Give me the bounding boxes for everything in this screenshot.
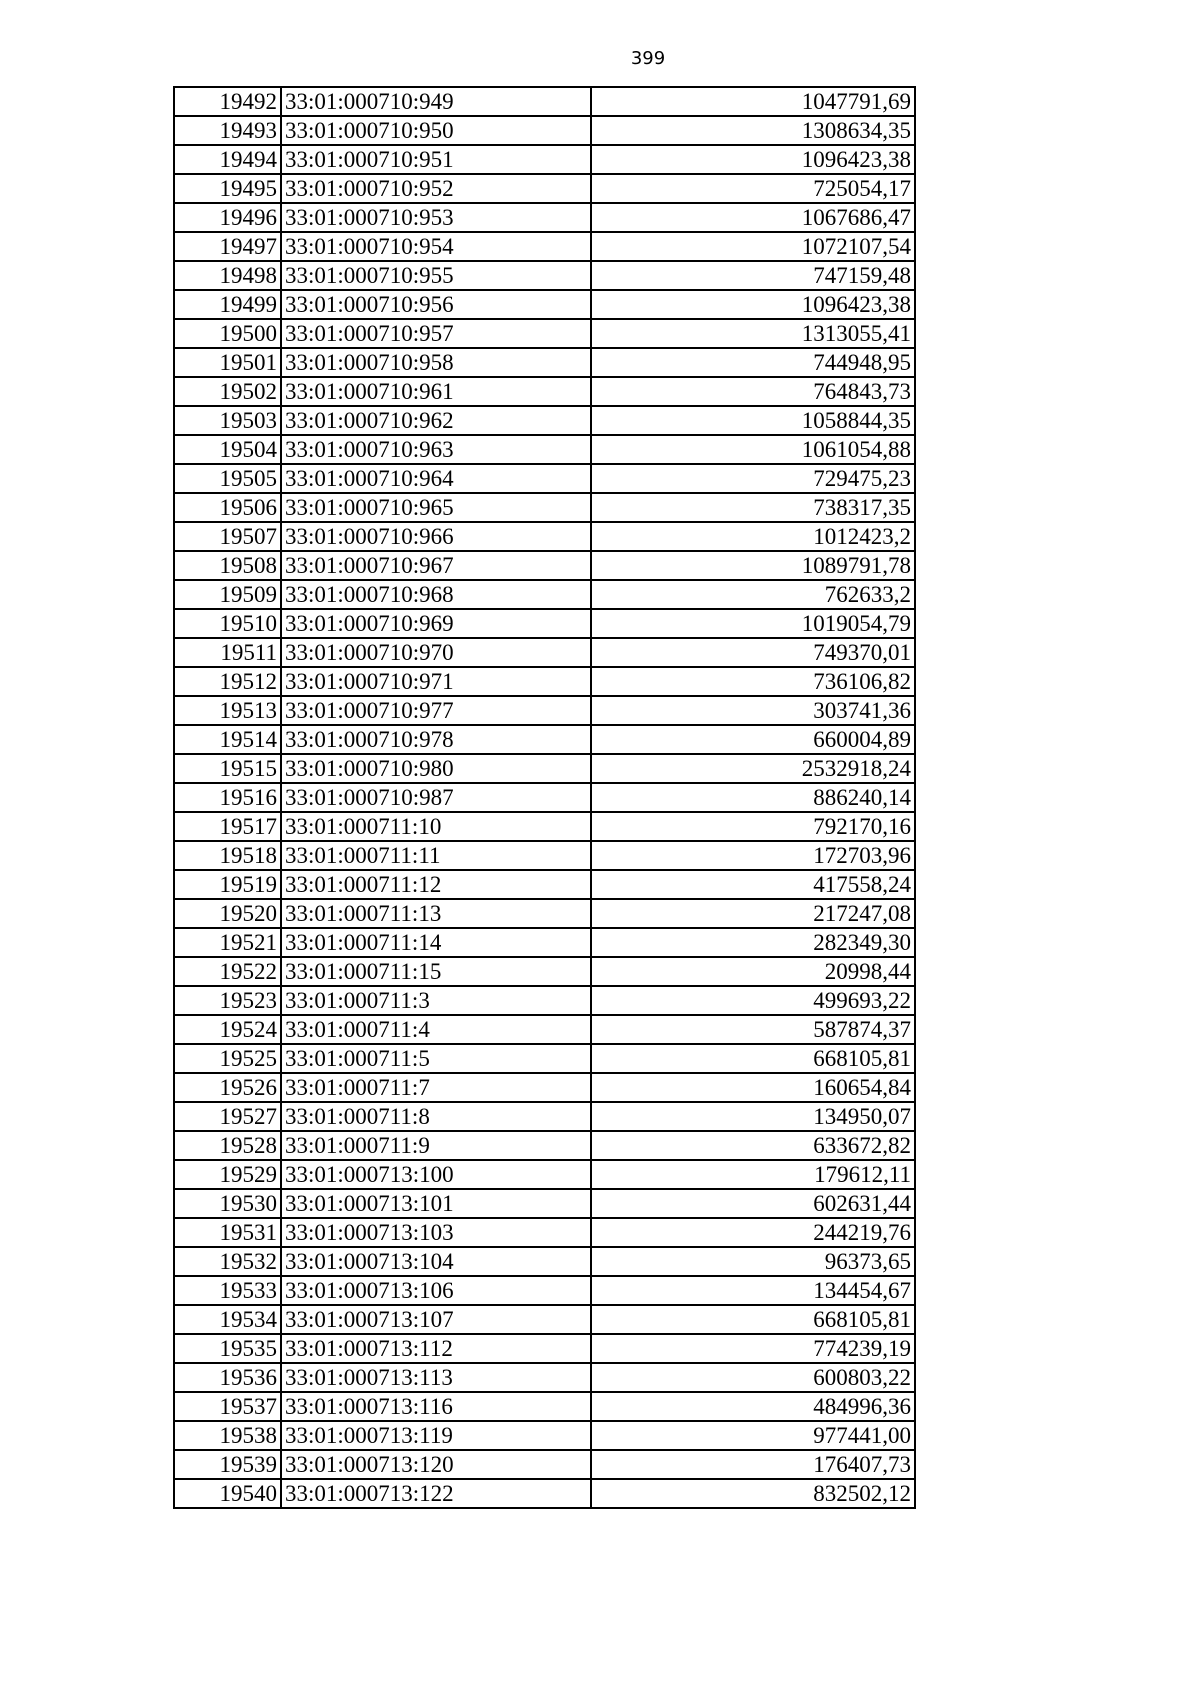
cadastral-value: 484996,36 [591,1392,915,1421]
row-number: 19494 [174,145,281,174]
cadastral-number: 33:01:000713:104 [281,1247,591,1276]
table-row [174,1102,915,1131]
table-row [174,812,915,841]
table-row [174,899,915,928]
cadastral-value: 749370,01 [591,638,915,667]
table-row [174,667,915,696]
row-number: 19507 [174,522,281,551]
cadastral-number: 33:01:000713:122 [281,1479,591,1508]
cadastral-value: 832502,12 [591,1479,915,1508]
cadastral-number: 33:01:000710:967 [281,551,591,580]
row-number: 19505 [174,464,281,493]
cadastral-value: 134950,07 [591,1102,915,1131]
table-row [174,957,915,986]
table-row [174,145,915,174]
cadastral-number: 33:01:000713:103 [281,1218,591,1247]
cadastral-value: 747159,48 [591,261,915,290]
table-row [174,348,915,377]
cadastral-number: 33:01:000711:15 [281,957,591,986]
cadastral-value: 1096423,38 [591,145,915,174]
row-number: 19513 [174,696,281,725]
cadastral-number: 33:01:000710:980 [281,754,591,783]
cadastral-number: 33:01:000711:7 [281,1073,591,1102]
row-number: 19540 [174,1479,281,1508]
table-row [174,377,915,406]
table-row [174,783,915,812]
cadastral-number: 33:01:000710:958 [281,348,591,377]
table-row [174,1363,915,1392]
cadastral-value: 764843,73 [591,377,915,406]
row-number: 19495 [174,174,281,203]
cadastral-number: 33:01:000711:8 [281,1102,591,1131]
cadastral-value: 172703,96 [591,841,915,870]
cadastral-value: 1308634,35 [591,116,915,145]
cadastral-number: 33:01:000711:14 [281,928,591,957]
table-row [174,1131,915,1160]
table-row [174,261,915,290]
cadastral-number: 33:01:000710:963 [281,435,591,464]
table-row [174,725,915,754]
row-number: 19510 [174,609,281,638]
row-number: 19535 [174,1334,281,1363]
table-row [174,87,915,116]
table-row [174,551,915,580]
cadastral-number: 33:01:000713:101 [281,1189,591,1218]
row-number: 19538 [174,1421,281,1450]
row-number: 19518 [174,841,281,870]
cadastral-number: 33:01:000711:10 [281,812,591,841]
row-number: 19530 [174,1189,281,1218]
row-number: 19527 [174,1102,281,1131]
row-number: 19512 [174,667,281,696]
cadastral-value: 886240,14 [591,783,915,812]
table-row [174,290,915,319]
cadastral-value: 744948,95 [591,348,915,377]
cadastral-value: 660004,89 [591,725,915,754]
cadastral-number: 33:01:000710:966 [281,522,591,551]
cadastral-value: 1012423,2 [591,522,915,551]
cadastral-value: 1067686,47 [591,203,915,232]
table-row [174,638,915,667]
table-row [174,1073,915,1102]
row-number: 19496 [174,203,281,232]
cadastral-number: 33:01:000713:116 [281,1392,591,1421]
table-row [174,464,915,493]
row-number: 19519 [174,870,281,899]
cadastral-number: 33:01:000711:3 [281,986,591,1015]
row-number: 19492 [174,87,281,116]
table-row [174,493,915,522]
cadastral-value: 1058844,35 [591,406,915,435]
cadastral-value: 1313055,41 [591,319,915,348]
cadastral-value: 668105,81 [591,1044,915,1073]
row-number: 19537 [174,1392,281,1421]
cadastral-number: 33:01:000710:968 [281,580,591,609]
row-number: 19521 [174,928,281,957]
cadastral-value: 977441,00 [591,1421,915,1450]
table-row [174,1160,915,1189]
cadastral-value: 20998,44 [591,957,915,986]
row-number: 19514 [174,725,281,754]
row-number: 19515 [174,754,281,783]
row-number: 19522 [174,957,281,986]
cadastral-value: 725054,17 [591,174,915,203]
cadastral-value: 1061054,88 [591,435,915,464]
cadastral-number: 33:01:000711:4 [281,1015,591,1044]
table-row [174,319,915,348]
cadastral-value: 217247,08 [591,899,915,928]
cadastral-value: 738317,35 [591,493,915,522]
row-number: 19502 [174,377,281,406]
cadastral-number: 33:01:000710:987 [281,783,591,812]
table-row [174,522,915,551]
cadastral-number: 33:01:000710:971 [281,667,591,696]
cadastral-value: 303741,36 [591,696,915,725]
table-row [174,986,915,1015]
table-row [174,1276,915,1305]
cadastral-value: 668105,81 [591,1305,915,1334]
cadastral-value: 602631,44 [591,1189,915,1218]
table-row [174,1479,915,1508]
cadastral-value: 729475,23 [591,464,915,493]
table-row [174,203,915,232]
cadastral-value: 160654,84 [591,1073,915,1102]
cadastral-value: 587874,37 [591,1015,915,1044]
cadastral-number: 33:01:000713:112 [281,1334,591,1363]
row-number: 19498 [174,261,281,290]
table-row [174,174,915,203]
cadastral-number: 33:01:000710:951 [281,145,591,174]
cadastral-number: 33:01:000713:120 [281,1450,591,1479]
cadastral-number: 33:01:000710:952 [281,174,591,203]
row-number: 19503 [174,406,281,435]
cadastral-value: 499693,22 [591,986,915,1015]
row-number: 19536 [174,1363,281,1392]
row-number: 19520 [174,899,281,928]
cadastral-number: 33:01:000713:100 [281,1160,591,1189]
row-number: 19509 [174,580,281,609]
table-row [174,841,915,870]
table-row [174,1247,915,1276]
row-number: 19511 [174,638,281,667]
cadastral-number: 33:01:000713:113 [281,1363,591,1392]
row-number: 19506 [174,493,281,522]
table-row [174,406,915,435]
row-number: 19508 [174,551,281,580]
cadastral-number: 33:01:000710:954 [281,232,591,261]
row-number: 19531 [174,1218,281,1247]
cadastral-number: 33:01:000710:950 [281,116,591,145]
row-number: 19532 [174,1247,281,1276]
cadastral-number: 33:01:000710:949 [281,87,591,116]
cadastral-value: 179612,11 [591,1160,915,1189]
table-row [174,1218,915,1247]
cadastral-number: 33:01:000711:13 [281,899,591,928]
row-number: 19516 [174,783,281,812]
cadastral-value: 633672,82 [591,1131,915,1160]
cadastral-value: 176407,73 [591,1450,915,1479]
cadastral-value: 134454,67 [591,1276,915,1305]
row-number: 19497 [174,232,281,261]
cadastral-value: 1096423,38 [591,290,915,319]
table-row [174,870,915,899]
cadastral-number: 33:01:000710:970 [281,638,591,667]
row-number: 19524 [174,1015,281,1044]
table-row [174,696,915,725]
page-number: 399 [630,48,666,69]
table-row [174,1421,915,1450]
row-number: 19539 [174,1450,281,1479]
cadastral-number: 33:01:000710:956 [281,290,591,319]
cadastral-value: 792170,16 [591,812,915,841]
cadastral-number: 33:01:000710:964 [281,464,591,493]
cadastral-value: 244219,76 [591,1218,915,1247]
cadastral-number: 33:01:000713:106 [281,1276,591,1305]
row-number: 19493 [174,116,281,145]
registry-table [173,86,916,1509]
table-row [174,1305,915,1334]
cadastral-number: 33:01:000713:107 [281,1305,591,1334]
cadastral-number: 33:01:000711:9 [281,1131,591,1160]
cadastral-number: 33:01:000710:957 [281,319,591,348]
table-row [174,232,915,261]
cadastral-number: 33:01:000711:5 [281,1044,591,1073]
cadastral-value: 282349,30 [591,928,915,957]
table-row [174,1015,915,1044]
cadastral-number: 33:01:000713:119 [281,1421,591,1450]
row-number: 19533 [174,1276,281,1305]
row-number: 19500 [174,319,281,348]
row-number: 19526 [174,1073,281,1102]
cadastral-number: 33:01:000711:11 [281,841,591,870]
cadastral-value: 2532918,24 [591,754,915,783]
row-number: 19499 [174,290,281,319]
table-row [174,1450,915,1479]
cadastral-value: 1072107,54 [591,232,915,261]
cadastral-value: 774239,19 [591,1334,915,1363]
cadastral-number: 33:01:000711:12 [281,870,591,899]
row-number: 19501 [174,348,281,377]
table-row [174,580,915,609]
row-number: 19525 [174,1044,281,1073]
table-row [174,1334,915,1363]
table-row [174,928,915,957]
cadastral-value: 600803,22 [591,1363,915,1392]
row-number: 19534 [174,1305,281,1334]
cadastral-value: 1047791,69 [591,87,915,116]
row-number: 19523 [174,986,281,1015]
cadastral-number: 33:01:000710:977 [281,696,591,725]
table-row [174,1044,915,1073]
table-row [174,435,915,464]
cadastral-value: 1019054,79 [591,609,915,638]
table-row [174,754,915,783]
cadastral-number: 33:01:000710:953 [281,203,591,232]
cadastral-number: 33:01:000710:978 [281,725,591,754]
registry-table-body [174,87,915,1508]
cadastral-value: 736106,82 [591,667,915,696]
cadastral-number: 33:01:000710:961 [281,377,591,406]
cadastral-number: 33:01:000710:962 [281,406,591,435]
table-row [174,1392,915,1421]
cadastral-value: 417558,24 [591,870,915,899]
table-row [174,609,915,638]
cadastral-value: 762633,2 [591,580,915,609]
row-number: 19504 [174,435,281,464]
cadastral-number: 33:01:000710:965 [281,493,591,522]
table-row [174,1189,915,1218]
row-number: 19529 [174,1160,281,1189]
row-number: 19528 [174,1131,281,1160]
cadastral-number: 33:01:000710:955 [281,261,591,290]
table-row [174,116,915,145]
cadastral-value: 96373,65 [591,1247,915,1276]
cadastral-value: 1089791,78 [591,551,915,580]
cadastral-number: 33:01:000710:969 [281,609,591,638]
row-number: 19517 [174,812,281,841]
